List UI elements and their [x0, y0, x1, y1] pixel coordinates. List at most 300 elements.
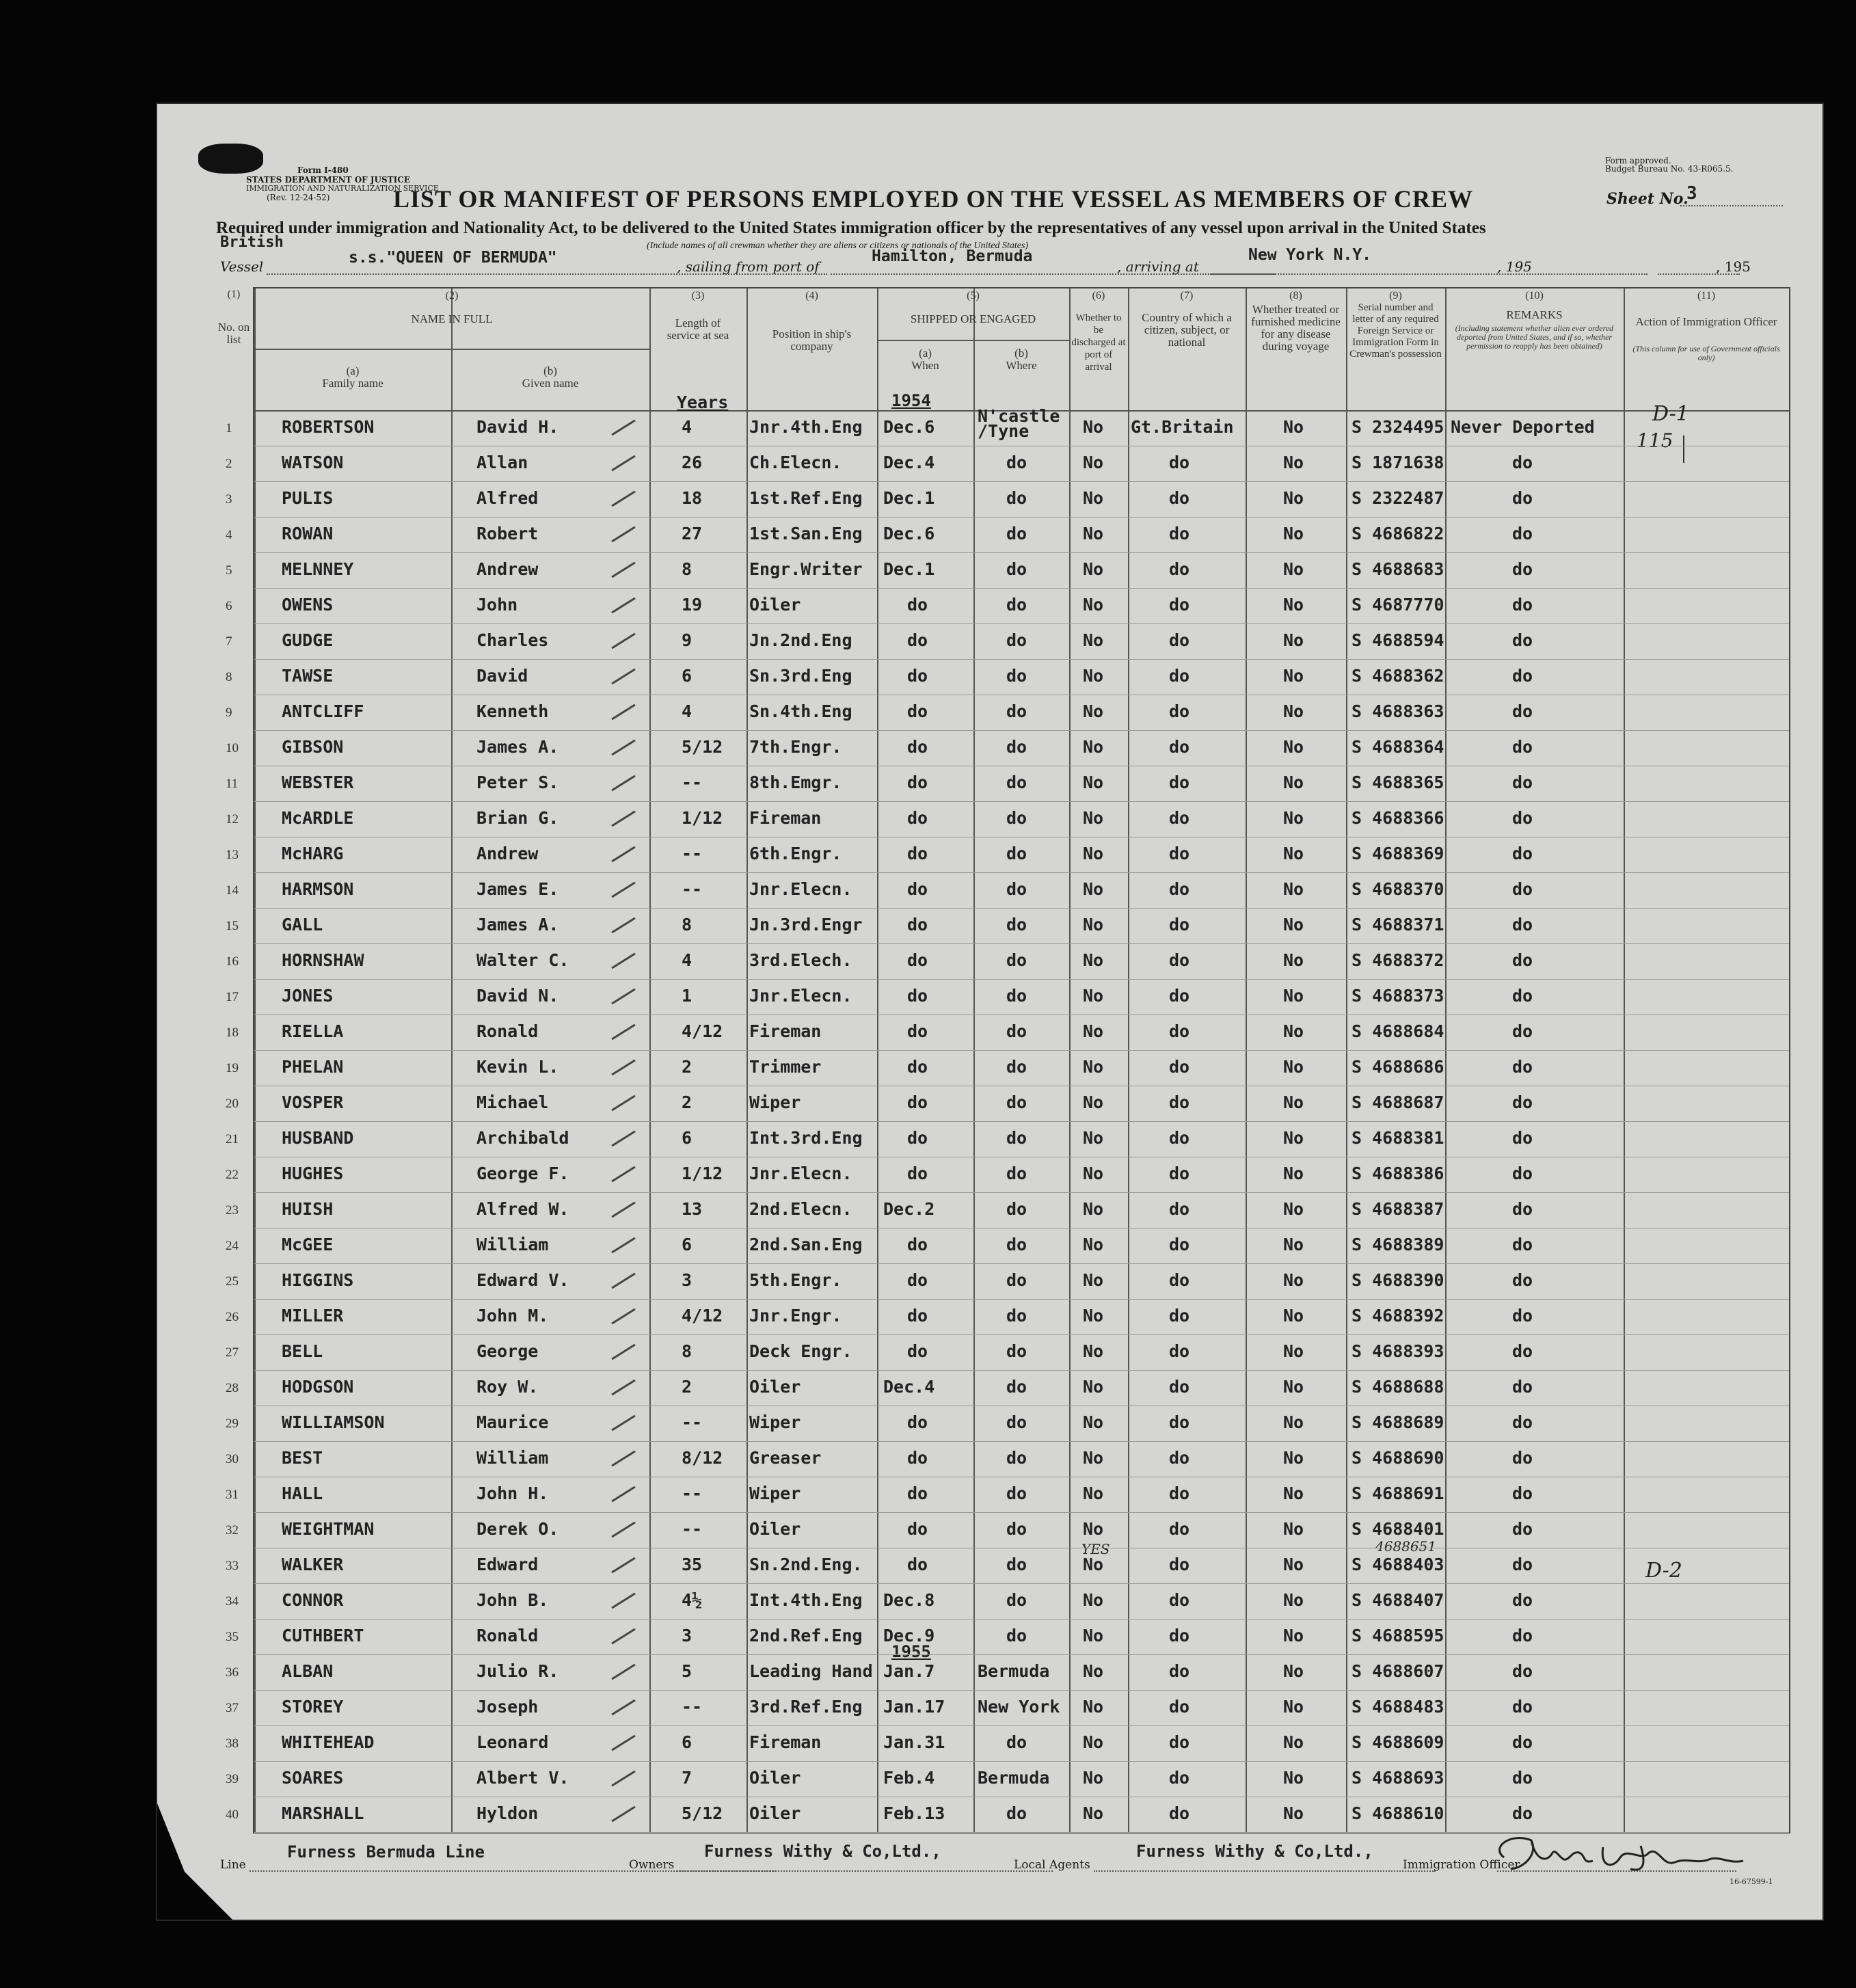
shipped-when: Dec.4	[883, 453, 935, 472]
row-number: 28	[226, 1381, 239, 1395]
remarks: do	[1512, 1412, 1533, 1432]
sailing-port: Hamilton, Bermuda	[872, 247, 1033, 265]
discharged: No	[1083, 1590, 1104, 1610]
length-of-service: 2	[682, 1092, 692, 1112]
medicine: No	[1283, 808, 1304, 828]
medicine: No	[1283, 1626, 1304, 1646]
medicine: No	[1283, 1199, 1304, 1219]
country: do	[1169, 986, 1190, 1006]
given-name: Ronald	[476, 1626, 539, 1646]
length-of-service: 4	[682, 417, 692, 437]
shipped-where: do	[1006, 1270, 1027, 1290]
sheet-number: 3	[1686, 183, 1697, 204]
header-when: (a) When	[911, 347, 939, 372]
country: do	[1169, 453, 1190, 472]
shipped-where: do	[1006, 488, 1027, 508]
country: do	[1169, 737, 1190, 757]
check-mark	[611, 1700, 636, 1716]
form-title: LIST OR MANIFEST OF PERSONS EMPLOYED ON THE VESSEL AS MEMBERS OF CREW	[393, 185, 1473, 213]
position: Trimmer	[749, 1057, 822, 1077]
length-of-service: 7	[682, 1768, 692, 1788]
serial-number: S 4688691	[1351, 1483, 1444, 1503]
discharged: No	[1083, 488, 1104, 508]
serial-number: S 4688363	[1351, 701, 1444, 721]
medicine: No	[1283, 1697, 1304, 1717]
discharged: No	[1083, 1483, 1104, 1503]
length-of-service: 8	[682, 915, 692, 935]
position: Sn.2nd.Eng.	[749, 1555, 863, 1574]
length-of-service: 5	[682, 1661, 692, 1681]
row-number: 36	[226, 1665, 239, 1680]
header-c11-num: (11)	[1697, 290, 1716, 301]
medicine: No	[1283, 453, 1304, 472]
check-mark	[611, 1308, 636, 1325]
length-of-service: 5/12	[682, 737, 723, 757]
discharged: No	[1083, 1732, 1104, 1752]
check-mark	[611, 1095, 636, 1112]
shipped-when: Dec.1	[883, 488, 935, 508]
remarks: do	[1512, 1021, 1533, 1041]
family-name: HARMSON	[282, 879, 354, 899]
discharged: No	[1083, 559, 1104, 579]
shipped-when: Jan.7	[883, 1661, 935, 1681]
medicine: No	[1283, 1519, 1304, 1539]
country: do	[1169, 950, 1190, 970]
serial-number: S 4688362	[1351, 666, 1444, 686]
header-serial-number: Serial number and letter of any required Foreign Service or Immigration Form in Crewman's possession	[1349, 302, 1442, 360]
shipped-where: do	[1006, 1483, 1027, 1503]
row-number: 35	[226, 1630, 239, 1644]
position: Fireman	[749, 1021, 822, 1041]
position: Ch.Elecn.	[749, 453, 842, 472]
given-name: Edward	[476, 1555, 539, 1574]
header-c6-num: (6)	[1092, 290, 1105, 301]
shipped-where: do	[1006, 986, 1027, 1006]
row-number: 22	[226, 1168, 239, 1182]
shipped-when: do	[907, 1164, 928, 1183]
shipped-where: do	[1006, 559, 1027, 579]
vessel-name: s.s."QUEEN OF BERMUDA"	[349, 249, 557, 267]
header-c3-num: (3)	[691, 290, 705, 301]
discharged: No	[1083, 986, 1104, 1006]
given-name: Archibald	[476, 1128, 569, 1148]
country: do	[1169, 1164, 1190, 1183]
serial-number: S 4688364	[1351, 737, 1444, 757]
given-name: James A.	[476, 737, 559, 757]
header-c10-num: (10)	[1525, 290, 1544, 301]
serial-number: S 4688401	[1351, 1519, 1444, 1539]
shipped-when: do	[907, 737, 928, 757]
redaction-mark	[198, 144, 263, 174]
vessel-label: Vessel	[220, 258, 264, 275]
discharged: No	[1083, 1270, 1104, 1290]
arriving-port: New York N.Y.	[1248, 246, 1372, 264]
country: do	[1169, 1448, 1190, 1468]
discharged: No	[1083, 1519, 1104, 1539]
position: Jnr.Elecn.	[749, 1164, 852, 1183]
family-name: ALBAN	[282, 1661, 334, 1681]
agents-name: Furness Withy & Co,Ltd.,	[1136, 1842, 1373, 1861]
department: STATES DEPARTMENT OF JUSTICE	[246, 175, 410, 185]
serial-number: S 4688371	[1351, 915, 1444, 935]
serial-number: S 4688386	[1351, 1164, 1444, 1183]
position: 5th.Engr.	[749, 1270, 842, 1290]
country: do	[1169, 630, 1190, 650]
shipped-where: do	[1006, 666, 1027, 686]
serial-number: S 4688688	[1351, 1377, 1444, 1397]
remarks: do	[1512, 1803, 1533, 1823]
medicine: No	[1283, 1768, 1304, 1788]
serial-number: S 4688403	[1351, 1555, 1444, 1574]
length-of-service: 1/12	[682, 808, 723, 828]
owners-name: Furness Withy & Co,Ltd.,	[704, 1842, 941, 1861]
medicine: No	[1283, 666, 1304, 686]
given-name: David	[476, 666, 528, 686]
discharged: No	[1083, 1697, 1104, 1717]
country: do	[1169, 524, 1190, 543]
length-of-service: --	[682, 1483, 703, 1503]
given-name: John B.	[476, 1590, 549, 1610]
medicine: No	[1283, 1412, 1304, 1432]
form-approved: Form approved.	[1605, 156, 1671, 165]
country: do	[1169, 915, 1190, 935]
check-mark	[611, 1806, 636, 1823]
discharged: No	[1083, 1661, 1104, 1681]
medicine: No	[1283, 1483, 1304, 1503]
country: do	[1169, 1235, 1190, 1254]
shipped-where: do	[1006, 879, 1027, 899]
check-mark	[611, 1237, 636, 1254]
position: Jnr.4th.Eng	[749, 417, 863, 437]
check-mark	[611, 562, 636, 578]
medicine: No	[1283, 1555, 1304, 1574]
discharged: No	[1083, 1021, 1104, 1041]
family-name: STOREY	[282, 1697, 344, 1717]
given-name: Andrew	[476, 844, 539, 863]
remarks: do	[1512, 1270, 1533, 1290]
country: do	[1169, 1555, 1190, 1574]
serial-number: S 2322487	[1351, 488, 1444, 508]
shipped-when: Dec.6	[883, 417, 935, 437]
check-mark	[611, 1202, 636, 1218]
family-name: WALKER	[282, 1555, 344, 1574]
given-name: Alfred	[476, 488, 539, 508]
position: 6th.Engr.	[749, 844, 842, 863]
medicine: No	[1283, 1092, 1304, 1112]
check-mark	[611, 1415, 636, 1432]
position: Jn.2nd.Eng	[749, 630, 852, 650]
row-number: 29	[226, 1416, 239, 1431]
remarks: do	[1512, 1626, 1533, 1646]
row-number: 31	[226, 1488, 239, 1502]
shipped-where: do	[1006, 1341, 1027, 1361]
position: Oiler	[749, 595, 801, 615]
shipped-where: do	[1006, 1732, 1027, 1752]
row-number: 38	[226, 1736, 239, 1751]
header-no-on-list: No. on list	[217, 321, 250, 346]
check-mark	[611, 811, 636, 827]
check-mark	[611, 1344, 636, 1360]
row-number: 8	[226, 670, 232, 684]
shipped-when: do	[907, 595, 928, 615]
country: do	[1169, 1803, 1190, 1823]
remarks: do	[1512, 1697, 1533, 1717]
country: do	[1169, 595, 1190, 615]
years-annotation: Years	[677, 392, 729, 412]
discharged: No	[1083, 1306, 1104, 1326]
medicine: No	[1283, 559, 1304, 579]
shipped-when: Jan.17	[883, 1697, 945, 1717]
position: Fireman	[749, 1732, 822, 1752]
position: Engr.Writer	[749, 559, 863, 579]
family-name: WEBSTER	[282, 773, 354, 792]
serial-correction: 4688651	[1375, 1538, 1437, 1555]
position: Oiler	[749, 1768, 801, 1788]
serial-number: S 4688407	[1351, 1590, 1444, 1610]
discharged: No	[1083, 737, 1104, 757]
given-name: Allan	[476, 453, 528, 472]
position: Jn.3rd.Engr	[749, 915, 863, 935]
remarks: do	[1512, 1768, 1533, 1788]
shipped-when: do	[907, 666, 928, 686]
row-number: 6	[226, 599, 232, 613]
given-name: Alfred W.	[476, 1199, 569, 1219]
medicine: No	[1283, 417, 1304, 437]
position: Jnr.Engr.	[749, 1306, 842, 1326]
remarks: do	[1512, 666, 1533, 686]
family-name: GUDGE	[282, 630, 334, 650]
family-name: BELL	[282, 1341, 323, 1361]
position: 1st.San.Eng	[749, 524, 863, 543]
position: Oiler	[749, 1803, 801, 1823]
family-name: VOSPER	[282, 1092, 344, 1112]
country: do	[1169, 1057, 1190, 1077]
position: Oiler	[749, 1519, 801, 1539]
shipped-when: Feb.13	[883, 1803, 945, 1823]
country: do	[1169, 1341, 1190, 1361]
given-name: Kenneth	[476, 701, 549, 721]
given-name: George	[476, 1341, 539, 1361]
medicine: No	[1283, 844, 1304, 863]
position: Int.4th.Eng	[749, 1590, 863, 1610]
given-name: Julio R.	[476, 1661, 559, 1681]
given-name: John M.	[476, 1306, 549, 1326]
length-of-service: 4/12	[682, 1021, 723, 1041]
country: do	[1169, 808, 1190, 828]
check-mark	[611, 491, 636, 507]
medicine: No	[1283, 1732, 1304, 1752]
print-code: 16-67599-1	[1730, 1877, 1773, 1886]
remarks: do	[1512, 1555, 1533, 1574]
country: do	[1169, 1697, 1190, 1717]
d1-annotation: D-1	[1652, 402, 1689, 426]
header-c5-num: (5)	[967, 290, 980, 301]
discharged: No	[1083, 1235, 1104, 1254]
serial-number: S 4688607	[1351, 1661, 1444, 1681]
row-number: 3	[226, 492, 232, 507]
length-of-service: --	[682, 1412, 703, 1432]
year-label: , 195	[1497, 258, 1532, 275]
length-of-service: 27	[682, 524, 703, 543]
shipped-when: Dec.6	[883, 524, 935, 543]
family-name: CONNOR	[282, 1590, 344, 1610]
remarks: do	[1512, 1448, 1533, 1468]
row-number: 13	[226, 848, 239, 862]
shipped-when: do	[907, 1483, 928, 1503]
shipped-where: do	[1006, 595, 1027, 615]
family-name: OWENS	[282, 595, 334, 615]
check-mark	[611, 1060, 636, 1076]
family-name: BEST	[282, 1448, 323, 1468]
row-number: 14	[226, 883, 239, 898]
medicine: No	[1283, 950, 1304, 970]
shipped-where: do	[1006, 701, 1027, 721]
row-number: 18	[226, 1025, 239, 1040]
row-number: 26	[226, 1310, 239, 1324]
shipped-where: do	[1006, 453, 1027, 472]
row-number: 37	[226, 1701, 239, 1715]
row-number: 24	[226, 1239, 239, 1253]
length-of-service: 4	[682, 950, 692, 970]
position: 1st.Ref.Eng	[749, 488, 863, 508]
position: Greaser	[749, 1448, 822, 1468]
position: Leading Hand	[749, 1661, 873, 1681]
discharged: No	[1083, 417, 1104, 437]
given-name: Michael	[476, 1092, 549, 1112]
check-mark	[611, 455, 636, 472]
shipped-when: do	[907, 986, 928, 1006]
remarks: do	[1512, 1057, 1533, 1077]
remarks: do	[1512, 1661, 1533, 1681]
crew-table	[217, 287, 1790, 1833]
remarks: do	[1512, 1199, 1533, 1219]
given-name: Joseph	[476, 1697, 539, 1717]
check-mark	[611, 704, 636, 721]
serial-number: S 4688683	[1351, 559, 1444, 579]
check-mark	[611, 1273, 636, 1289]
length-of-service: 8/12	[682, 1448, 723, 1468]
row-number: 15	[226, 919, 239, 933]
check-mark	[611, 526, 636, 543]
length-of-service: 9	[682, 630, 692, 650]
officer-signature	[1483, 1827, 1771, 1881]
shipped-where: do	[1006, 1626, 1027, 1646]
check-mark	[611, 633, 636, 649]
family-name: JONES	[282, 986, 334, 1006]
header-name-in-full: NAME IN FULL	[411, 312, 493, 325]
family-name: McARDLE	[282, 808, 354, 828]
remarks: Never Deported	[1451, 417, 1595, 437]
country: do	[1169, 773, 1190, 792]
remarks: do	[1512, 701, 1533, 721]
discharged: No	[1083, 1768, 1104, 1788]
check-mark	[611, 1628, 636, 1645]
shipped-where: New York	[978, 1697, 1060, 1717]
row-number: 33	[226, 1559, 239, 1573]
remarks: do	[1512, 773, 1533, 792]
given-name: George F.	[476, 1164, 569, 1183]
serial-number: S 4688392	[1351, 1306, 1444, 1326]
family-name: ROBERTSON	[282, 417, 375, 437]
given-name: David N.	[476, 986, 559, 1006]
remarks: do	[1512, 1590, 1533, 1610]
length-of-service: 2	[682, 1377, 692, 1397]
check-mark	[611, 740, 636, 756]
year-1955-annotation: 1955	[891, 1642, 931, 1661]
check-mark	[611, 669, 636, 685]
country: do	[1169, 559, 1190, 579]
country: do	[1169, 488, 1190, 508]
family-name: MELNNEY	[282, 559, 354, 579]
length-of-service: --	[682, 879, 703, 899]
position: Wiper	[749, 1412, 801, 1432]
remarks: do	[1512, 844, 1533, 863]
discharged: No	[1083, 844, 1104, 863]
family-name: MARSHALL	[282, 1803, 364, 1823]
row-number: 2	[226, 457, 232, 471]
shipped-where: do	[1006, 630, 1027, 650]
remarks: do	[1512, 986, 1533, 1006]
serial-number: S 4686822	[1351, 524, 1444, 543]
medicine: No	[1283, 595, 1304, 615]
year-1954-annotation: 1954	[891, 391, 931, 410]
length-of-service: 4½	[682, 1590, 703, 1610]
country: do	[1169, 1199, 1190, 1219]
shipped-where: do	[1006, 1590, 1027, 1610]
row-number: 5	[226, 563, 232, 578]
medicine: No	[1283, 1661, 1304, 1681]
remarks: do	[1512, 453, 1533, 472]
remarks: do	[1512, 879, 1533, 899]
shipped-where: do	[1006, 1306, 1027, 1326]
position: Jnr.Elecn.	[749, 879, 852, 899]
country: do	[1169, 1021, 1190, 1041]
shipped-when: do	[907, 950, 928, 970]
serial-number: S 2324495	[1351, 417, 1444, 437]
header-c8-num: (8)	[1289, 290, 1302, 301]
budget-number: Budget Bureau No. 43-R065.5.	[1605, 164, 1734, 174]
remarks: do	[1512, 595, 1533, 615]
serial-number: S 4688370	[1351, 879, 1444, 899]
serial-number: S 4688387	[1351, 1199, 1444, 1219]
position: 2nd.San.Eng	[749, 1235, 863, 1254]
row-number: 23	[226, 1203, 239, 1218]
family-name: WATSON	[282, 453, 344, 472]
row-number: 21	[226, 1132, 239, 1146]
header-family-name: (a) Family name	[322, 364, 384, 390]
shipped-where: do	[1006, 844, 1027, 863]
position: Wiper	[749, 1483, 801, 1503]
serial-number: S 4688373	[1351, 986, 1444, 1006]
serial-number: S 4688393	[1351, 1341, 1444, 1361]
country: do	[1169, 1483, 1190, 1503]
discharged: No	[1083, 630, 1104, 650]
shipped-when: Jan.31	[883, 1732, 945, 1752]
remarks: do	[1512, 1092, 1533, 1112]
row-number: 20	[226, 1097, 239, 1111]
shipped-where: Bermuda	[978, 1768, 1050, 1788]
row-number: 4	[226, 528, 232, 542]
row-number: 11	[226, 777, 239, 791]
include-note: (Include names of all crewman whether they are aliens or citizens or nationals of the United States)	[647, 241, 1029, 251]
length-of-service: 4	[682, 701, 692, 721]
shipped-where: Bermuda	[978, 1661, 1050, 1681]
row-number: 1	[226, 421, 232, 435]
remarks: do	[1512, 1377, 1533, 1397]
shipped-where: do	[1006, 950, 1027, 970]
given-name: Albert V.	[476, 1768, 569, 1788]
sailing-label: , sailing from port of	[677, 258, 820, 275]
